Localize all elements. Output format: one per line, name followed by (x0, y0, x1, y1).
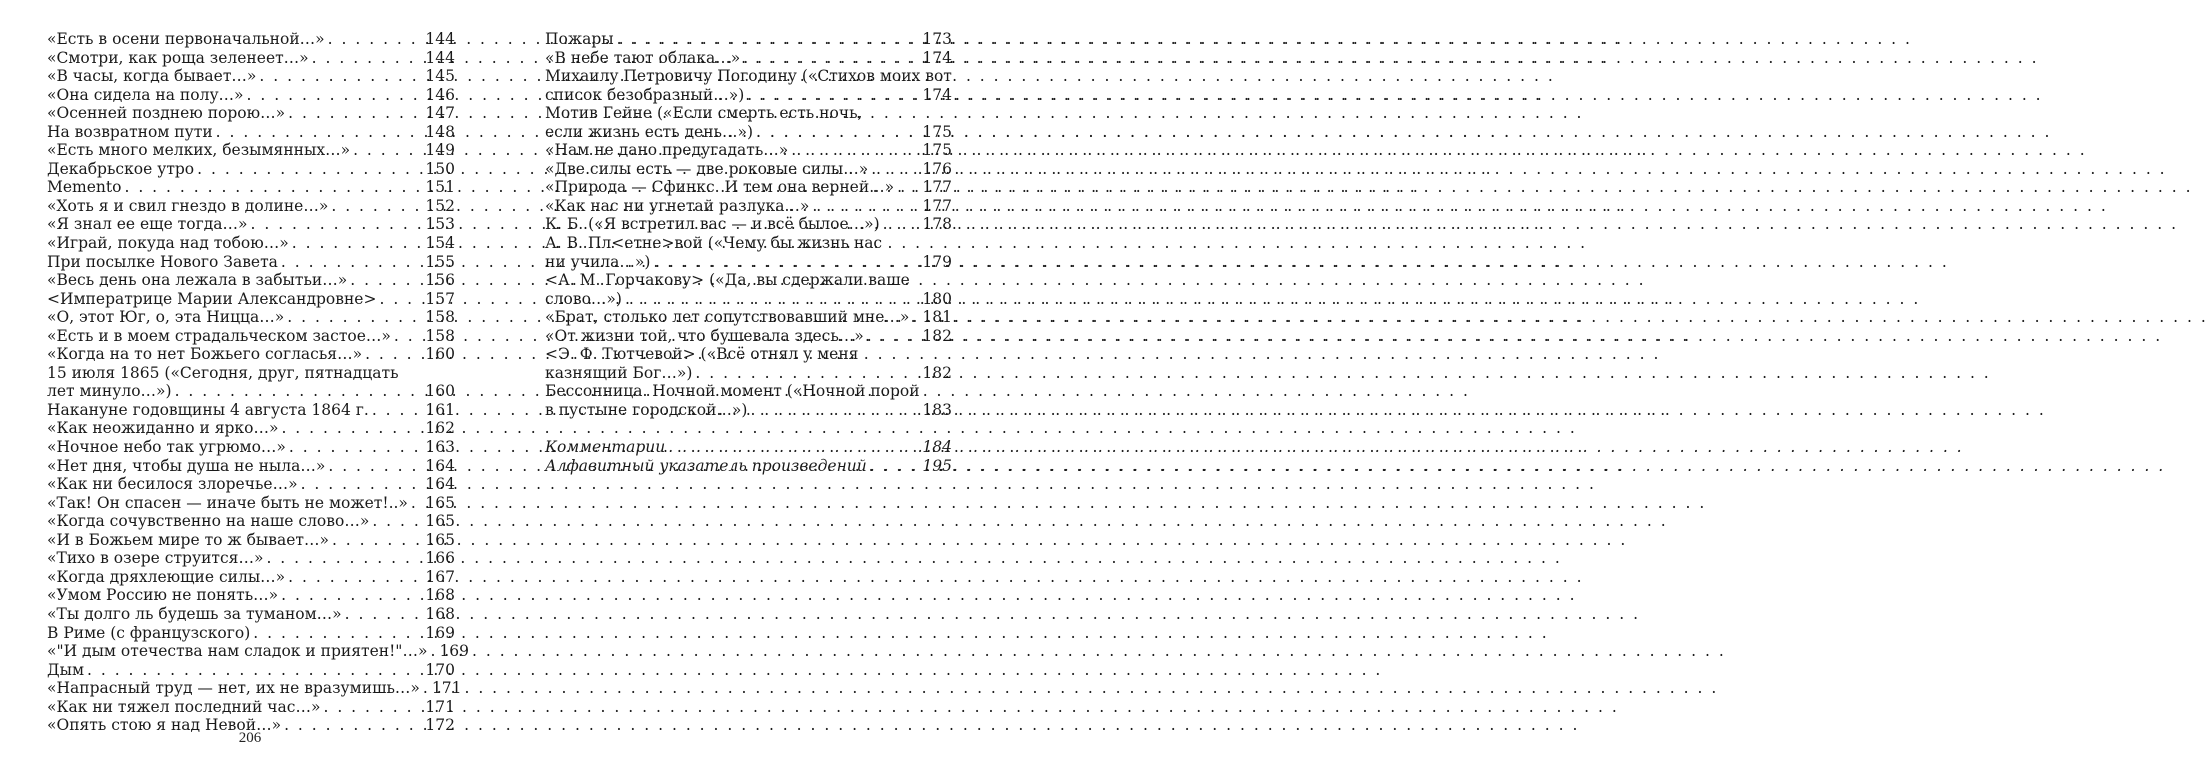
toc-page-number: 168 (425, 586, 455, 605)
toc-entry (47, 49, 455, 68)
toc-page-number: 181 (922, 308, 952, 327)
toc-page-number: 165 (425, 530, 455, 549)
toc-entry-title: «Ночное небо так угрюмо…» (47, 438, 286, 457)
page-number: 206 (238, 730, 262, 746)
toc-entry-title: «О, этот Юг, о, эта Ницца…» (47, 308, 285, 327)
dot-leader (411, 494, 422, 513)
toc-entry-title: «В часы, когда бывает…» (47, 67, 257, 86)
dot-leader (312, 49, 423, 68)
dot-leader (897, 178, 919, 197)
toc-entry (47, 86, 455, 105)
toc-page-number: 149 (425, 141, 455, 160)
dot-leader (372, 512, 422, 531)
toc-page-number: 164 (425, 475, 455, 494)
toc-entry (47, 67, 455, 86)
toc-page-number: 179 (922, 252, 952, 271)
dot-leader (288, 568, 422, 587)
toc-entry-title: <А. М. Горчакову> («Да, вы сдержали ваше (545, 271, 910, 290)
toc-entry (47, 327, 455, 346)
toc-page-number: 174 (922, 85, 952, 104)
toc-entry (47, 475, 455, 494)
toc-page-number: 177 (922, 178, 952, 197)
toc-page-number: 144 (425, 48, 455, 67)
toc-page-number: 160 (425, 345, 455, 364)
toc-page-number: 166 (425, 549, 455, 568)
toc-entry (47, 30, 455, 49)
toc-page-number: 175 (922, 122, 952, 141)
dot-leader (379, 290, 422, 309)
toc-page-number: 183 (922, 400, 952, 419)
toc-page-number: 161 (425, 400, 455, 419)
toc-page-number: 168 (425, 604, 455, 623)
toc-entry-title: «Смотри, как роща зеленеет…» (47, 48, 309, 67)
toc-entry-title: «Как нас ни угнетай разлука…» (545, 196, 810, 215)
toc-page-number: 144 (425, 30, 455, 48)
toc-entry (47, 141, 455, 160)
toc-page-number: 153 (425, 215, 455, 234)
dot-leader (867, 327, 920, 346)
dot-leader (328, 457, 422, 476)
toc-page-number: 152 (425, 196, 455, 215)
toc-page-number: 148 (425, 122, 455, 141)
toc-entry-title: Пожары (545, 30, 614, 48)
toc-entry (47, 178, 455, 197)
dot-leader (287, 308, 422, 327)
toc-entry-title-continued: казнящий Бог…») (545, 363, 693, 382)
toc-entry (47, 308, 455, 327)
toc-entry-title: Memento (47, 178, 122, 197)
toc-page-number: 164 (425, 456, 455, 475)
toc-entry (545, 271, 952, 308)
toc-entry-title: Декабрьское утро (47, 159, 195, 178)
section-gap (545, 419, 952, 438)
dot-leader (328, 30, 423, 49)
toc-entry-title: «Играй, покуда над тобою…» (47, 234, 289, 253)
toc-entry-title: «Напрасный труд — нет, их не вразумишь…» (47, 679, 420, 698)
toc-entry-title: «Нам не дано предугадать…» (545, 141, 789, 160)
toc-page-number: 160 (425, 382, 455, 401)
toc-entry (545, 308, 952, 327)
toc-page-number: 147 (425, 104, 455, 123)
dot-leader (197, 160, 422, 179)
toc-page-number: 156 (425, 271, 455, 290)
toc-page-number: 151 (425, 178, 455, 197)
toc-entry-title: В Риме (с французского) (47, 623, 251, 642)
dot-leader (653, 253, 919, 272)
dot-leader (247, 86, 423, 105)
toc-entry (545, 345, 952, 382)
toc-entry-title: Комментарии (545, 438, 666, 457)
toc-entry-title: «Есть и в моем страдальческом застое…» (47, 326, 391, 345)
toc-entry-title: «"И дым отечества нам сладок и приятен!"…» (47, 642, 428, 661)
toc-page-number: 170 (425, 660, 455, 679)
toc-entry-title-continued: слово…») (545, 289, 622, 308)
toc-entry (47, 605, 455, 624)
toc-entry-title: Алфавитный указатель произведений (545, 457, 867, 476)
toc-entry-title: «Есть много мелких, безымянных…» (47, 141, 351, 160)
toc-entry (47, 457, 455, 476)
dot-leader (423, 679, 429, 698)
toc-entry (47, 419, 455, 438)
toc-page-number: 171 (431, 679, 462, 698)
toc-page-number: 158 (425, 326, 455, 345)
toc-page-number: 167 (425, 567, 455, 586)
toc-entry-title-continued: если жизнь есть день…») (545, 122, 754, 141)
toc-page-number: 182 (922, 363, 952, 382)
toc-entry (47, 679, 462, 698)
toc-entry-title: При посылке Нового Завета (47, 252, 278, 271)
toc-entry (47, 586, 455, 605)
dot-leader (289, 438, 423, 457)
toc-entry (545, 382, 952, 419)
dot-leader (625, 290, 919, 309)
toc-entry-title: «Природа — Сфинкс. И тем она верней…» (545, 178, 895, 197)
dot-leader (281, 253, 422, 272)
toc-entry-title: 15 июля 1865 («Сегодня, друг, пятнадцать (47, 363, 399, 382)
toc-entry-title: Бессонница. Ночной момент («Ночной порой (545, 382, 920, 401)
toc-page-number: 182 (922, 326, 952, 345)
toc-entry-title: <Императрице Марии Александровне> (47, 289, 377, 308)
toc-entry-title-continued: ни учила…») (545, 252, 651, 271)
toc-entry-title: «Когда на то нет Божьего согласья…» (47, 345, 363, 364)
toc-entry (545, 178, 952, 197)
toc-entry-title: <Э. Ф. Тютчевой> («Всё отнял у меня (545, 345, 859, 364)
toc-page-number: 169 (425, 623, 455, 642)
toc-page-number: 178 (922, 215, 952, 234)
dot-leader (87, 661, 422, 680)
toc-entry-title: «В небе тают облака…» (545, 48, 741, 67)
toc-page-number: 146 (425, 85, 455, 104)
toc-entry (47, 438, 455, 457)
toc-left-column (47, 30, 470, 735)
dot-leader (372, 401, 423, 420)
dot-leader (617, 30, 920, 49)
toc-page-number: 169 (439, 642, 470, 661)
dot-leader (281, 586, 422, 605)
toc-entry (47, 271, 455, 290)
toc-entry-title: «Как ни бесилося злоречье…» (47, 475, 298, 494)
dot-leader (812, 197, 919, 216)
dot-leader (365, 345, 422, 364)
toc-entry-title: «Осенней позднею порою…» (47, 104, 286, 123)
toc-entry (47, 494, 455, 513)
toc-page-number: 165 (425, 493, 455, 512)
toc-entry-title: «Когда дряхлеющие силы…» (47, 567, 286, 586)
toc-page-number: 180 (922, 289, 952, 308)
dot-leader (871, 160, 919, 179)
dot-leader (124, 178, 422, 197)
dot-leader (292, 234, 423, 253)
toc-page-number: 171 (425, 697, 455, 716)
toc-entry (47, 642, 470, 661)
toc-entry-title: «Я знал ее еще тогда…» (47, 215, 248, 234)
toc-page-number: 175 (922, 141, 952, 160)
dot-leader (883, 215, 920, 234)
toc-entry (47, 345, 455, 364)
toc-entry (47, 253, 455, 272)
toc-page-number: 172 (425, 716, 455, 735)
toc-entry (545, 67, 952, 104)
toc-entry (47, 234, 455, 253)
toc-entry (545, 327, 952, 346)
toc-entry (545, 141, 952, 160)
dot-leader (791, 141, 919, 160)
toc-right-column (545, 30, 952, 476)
dot-leader (353, 141, 422, 160)
toc-page-number: 165 (425, 512, 455, 531)
dot-leader (750, 401, 919, 420)
toc-entry-title: «Опять стою я над Невой…» (47, 716, 282, 735)
toc-page-number: 176 (922, 159, 952, 178)
toc-entry-title: «Тихо в озере струится…» (47, 549, 264, 568)
toc-entry (47, 661, 455, 680)
dot-leader (288, 104, 422, 123)
dot-leader (394, 327, 423, 346)
toc-page-number: 184 (922, 438, 952, 457)
toc-entry-title: «Как неожиданно и ярко…» (47, 419, 279, 438)
dot-leader (912, 308, 919, 327)
dot-leader (743, 49, 919, 68)
toc-entry-title: «От жизни той, что бушевала здесь…» (545, 326, 864, 345)
toc-entry-title: Накануне годовщины 4 августа 1864 г. (47, 400, 369, 419)
dot-leader (250, 215, 422, 234)
toc-entry (545, 234, 952, 271)
toc-entry-title: К. Б. («Я встретил вас — и всё былое…») (545, 215, 880, 234)
dot-leader (331, 197, 422, 216)
dot-leader (668, 438, 919, 457)
dot-leader (323, 698, 422, 717)
toc-page-number: 174 (922, 48, 952, 67)
dot-leader (870, 457, 920, 476)
toc-entry (47, 197, 455, 216)
toc-entry (545, 215, 952, 234)
toc-entry (545, 457, 952, 476)
toc-page-number: 150 (425, 159, 455, 178)
toc-entry (545, 438, 952, 457)
dot-leader (350, 271, 422, 290)
toc-entry-title-continued: лет минуло…») (47, 382, 172, 401)
toc-entry-title: «Нет дня, чтобы душа не ныла…» (47, 456, 326, 475)
dot-leader (301, 475, 423, 494)
toc-entry-title: «Как ни тяжел последний час…» (47, 697, 321, 716)
toc-page-number: 163 (425, 438, 455, 457)
toc-entry (47, 364, 455, 401)
toc-page-number: 195 (922, 457, 952, 476)
dot-leader (695, 364, 919, 383)
toc-entry (47, 624, 455, 643)
toc-entry (47, 104, 455, 123)
toc-entry (47, 290, 455, 309)
toc-page-number: 145 (425, 67, 455, 86)
toc-entry-title: «Хоть я и свил гнездо в долине…» (47, 196, 329, 215)
toc-entry-title: Мотив Гейне («Если смерть есть ночь, (545, 104, 863, 123)
toc-entry-title: «Две силы есть — две роковые силы…» (545, 159, 869, 178)
toc-entry (545, 49, 952, 68)
toc-entry (47, 401, 455, 420)
toc-entry-title: «Брат, столько лет сопутствовавший мне…» (545, 308, 910, 327)
toc-entry-title: «Так! Он спасен — иначе быть не может!..» (47, 493, 408, 512)
toc-entry-title-continued: в пустыне городской…») (545, 400, 748, 419)
dot-leader (259, 67, 422, 86)
toc-entry-title: Дым (47, 660, 84, 679)
toc-entry (545, 160, 952, 179)
dot-leader (175, 382, 423, 401)
dot-leader (216, 123, 423, 142)
dot-leader (281, 419, 422, 438)
dot-leader (430, 642, 436, 661)
dot-leader (345, 605, 423, 624)
toc-page-number: 155 (425, 252, 455, 271)
toc-entry (47, 512, 455, 531)
toc-entry (545, 197, 952, 216)
toc-entry (47, 568, 455, 587)
toc-page-number: 177 (922, 196, 952, 215)
toc-entry (47, 215, 455, 234)
toc-entry (47, 160, 455, 179)
toc-entry-title: «Весь день она лежала в забытьи…» (47, 271, 348, 290)
toc-entry-title: Михаилу Петровичу Погодину («Стихов моих вот (545, 67, 952, 86)
toc-entry-title: «Она сидела на полу…» (47, 85, 244, 104)
toc-entry-title: На возвратном пути (47, 122, 213, 141)
toc-entry (545, 104, 952, 141)
dot-leader (266, 549, 422, 568)
toc-page-number: 173 (922, 30, 952, 48)
toc-entry-title: «И в Божьем мире то ж бывает…» (47, 530, 329, 549)
toc-entry (47, 549, 455, 568)
toc-page-number: 162 (425, 419, 455, 438)
dot-leader (332, 531, 422, 550)
toc-entry (47, 698, 455, 717)
toc-entry (47, 123, 455, 142)
toc-entry-title: А. В. Пл<етне>вой («Чему бы жизнь нас (545, 234, 883, 253)
toc-page-number: 158 (425, 308, 455, 327)
dot-leader (756, 123, 919, 142)
toc-entry-title-continued: список безобразный…») (545, 85, 745, 104)
dot-leader (253, 624, 422, 643)
dot-leader (747, 86, 919, 105)
toc-entry (47, 531, 455, 550)
toc-entry (545, 30, 952, 49)
toc-entry-title: «Когда сочувственно на наше слово…» (47, 512, 370, 531)
toc-entry-title: «Умом Россию не понять…» (47, 586, 279, 605)
toc-entry-title: «Ты долго ль будешь за туманом…» (47, 604, 342, 623)
toc-page-number: 157 (425, 289, 455, 308)
toc-entry-title: «Есть в осени первоначальной…» (47, 30, 325, 48)
toc-page-number: 154 (425, 234, 455, 253)
